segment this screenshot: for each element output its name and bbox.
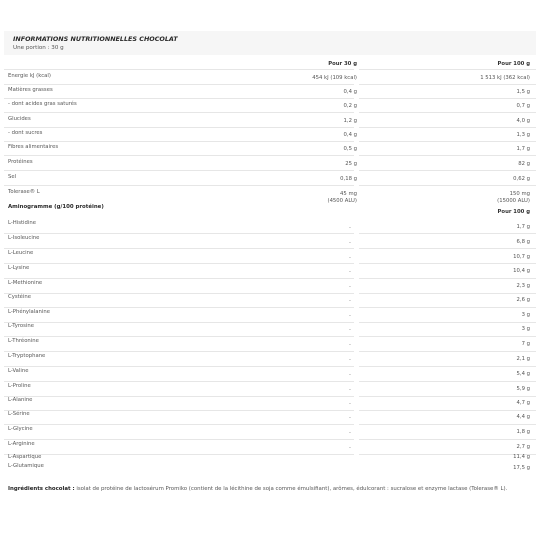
amino-row-label: L-Methionine [8,280,43,286]
amino-row-label: L-Histidine [8,220,36,226]
divider [359,98,536,99]
divider [359,307,536,308]
divider [359,69,536,70]
value-30g: 0,2 g [343,103,357,109]
nutrition-row-label: - dont sucres [8,130,43,136]
nutrition-row-value-30g [344,118,357,125]
divider [4,233,354,234]
divider [4,84,354,85]
portion-label: Une portion : 30 g [13,45,64,51]
value-30g: 45 mg [340,191,357,197]
value-30g: 454 kJ (109 kcal) [312,75,357,81]
divider [4,410,354,411]
divider [4,439,354,440]
nutrition-row-value-100g [517,146,530,153]
nutrition-row-label: Sel [8,174,17,180]
amino-row-value: 3 g [521,326,530,332]
divider [359,454,536,455]
value-30g: 0,18 g [340,176,357,182]
divider [4,112,354,113]
amino-row-label: L-Sérine [8,411,30,417]
amino-row-value: 2,3 g [516,283,530,289]
nutrition-row-value-100g [497,191,530,205]
nutrition-row-value-30g [328,191,358,205]
divider [359,112,536,113]
amino-row-value: 10,4 g [513,268,530,274]
divider [359,322,536,323]
divider [4,185,354,186]
divider [359,410,536,411]
nutrition-row-label: Protéines [8,159,33,165]
amino-row-label: L-Isoleucine [8,235,40,241]
ingredients-label: Ingrédients chocolat : [8,486,75,492]
divider [359,233,536,234]
col-header-30g: Pour 30 g [328,61,357,67]
nutrition-row-value-100g [517,103,530,110]
amino-row-dash: - [349,225,351,231]
divider [359,127,536,128]
value-30g: 25 g [345,161,357,167]
divider [4,396,354,397]
value-100g: 4,0 g [516,118,530,124]
divider [4,351,354,352]
divider [4,307,354,308]
amino-col-header: Pour 100 g [497,209,530,215]
value-100g: 1,5 g [516,89,530,95]
amino-row-value: 5,4 g [516,371,530,377]
ingredients-text [8,485,528,493]
divider [359,141,536,142]
amino-row-value: 2,7 g [516,444,530,450]
divider [4,293,354,294]
amino-row-dash: - [349,327,351,333]
amino-row-dash: - [349,357,351,363]
divider [4,381,354,382]
divider [359,424,536,425]
page-title: INFORMATIONS NUTRITIONNELLES CHOCOLAT [13,35,178,43]
divider [359,263,536,264]
amino-row-dash: - [349,387,351,393]
amino-row-value: 17,5 g [513,465,530,471]
amino-row-dash: - [349,313,351,319]
amino-row-value: 1,8 g [516,429,530,435]
divider [4,155,354,156]
divider [4,98,354,99]
amino-row-value: 7 g [521,341,530,347]
nutrition-row-label: Matières grasses [8,87,53,93]
divider [359,366,536,367]
value-100g: 0,7 g [516,103,530,109]
amino-row-value: 2,6 g [516,297,530,303]
amino-row-dash: - [349,415,351,421]
nutrition-row-label: Fibres alimentaires [8,144,59,150]
divider [359,351,536,352]
amino-row-label: L-Glutamique [8,463,44,469]
amino-row-label: L-Aspartique [8,454,42,460]
nutrition-row-value-100g [518,161,530,168]
divider [359,170,536,171]
nutrition-row-label: - dont acides gras saturés [8,101,77,107]
amino-row-dash: - [349,269,351,275]
nutrition-row-value-30g [344,146,357,153]
amino-row-label: L-Tyrosine [8,323,34,329]
amino-row-label: L-Thréonine [8,338,39,344]
divider [359,336,536,337]
amino-row-value: 4,4 g [516,414,530,420]
divider [4,336,354,337]
nutrition-row-label: Glucides [8,116,31,122]
ingredients-body: isolat de protéine de lactosérum Promiko (contient de la lécithine de soja comme émulsifiant), arômes, édulcorant : sucralose et enzyme lactase (Tolerase® L). [76,486,508,492]
value-30g: 1,2 g [343,118,357,124]
divider [359,155,536,156]
divider [4,366,354,367]
amino-row-value: 3 g [521,312,530,318]
nutrition-row-value-30g [312,75,357,82]
value-30g: 0,4 g [343,132,357,138]
amino-row-dash: - [349,430,351,436]
col-header-100g: Pour 100 g [497,61,530,67]
divider [4,424,354,425]
amino-row-label: Cystéine [8,294,32,300]
value-100g: 1 513 kJ (362 kcal) [480,75,530,81]
amino-row-dash: - [349,298,351,304]
amino-row-dash: - [349,372,351,378]
value-100g: 0,62 g [513,176,530,182]
nutrition-row-value-100g [517,132,530,139]
divider [4,127,354,128]
divider [4,141,354,142]
amino-row-value: 5,9 g [516,386,530,392]
value-30g: 0,4 g [343,89,357,95]
nutrition-row-value-30g [345,161,357,168]
nutrition-row-value-100g [517,118,530,125]
divider [359,248,536,249]
nutrition-row-value-100g [480,75,530,82]
value-30g-alu: (4500 ALU) [327,198,357,204]
amino-row-label: L-Glycine [8,426,33,432]
divider [4,322,354,323]
nutrition-row-label: Tolerase® L [8,189,40,195]
nutrition-row-label: Energie kJ (kcal) [8,73,51,79]
nutrition-row-value-30g [344,132,357,139]
divider [359,278,536,279]
nutrition-row-value-100g [517,89,530,96]
amino-row-value: 2,1 g [516,356,530,362]
amino-row-label: L-Lysine [8,265,30,271]
value-100g: 1,7 g [516,146,530,152]
amino-row-dash: - [349,445,351,451]
amino-title: Aminogramme (g/100 protéine) [8,204,104,210]
value-100g-alu: (15000 ALU) [497,198,530,204]
divider [359,439,536,440]
amino-row-label: L-Valine [8,368,29,374]
amino-row-dash: - [349,401,351,407]
amino-row-dash: - [349,255,351,261]
value-30g: 0,5 g [343,146,357,152]
divider [359,396,536,397]
divider [359,381,536,382]
divider [359,84,536,85]
nutrition-row-value-30g [344,103,357,110]
divider [4,278,354,279]
divider [4,170,354,171]
value-100g: 82 g [518,161,530,167]
amino-row-label: L-Proline [8,383,31,389]
divider [359,185,536,186]
divider [4,454,354,455]
amino-row-label: L-Leucine [8,250,34,256]
divider [4,263,354,264]
divider [4,248,354,249]
amino-row-label: L-Tryptophane [8,353,46,359]
amino-row-label: L-Arginine [8,441,35,447]
amino-row-label: L-Phénylalanine [8,309,50,315]
divider [359,293,536,294]
amino-row-value: 4,7 g [516,400,530,406]
divider [4,69,354,70]
amino-row-label: L-Alanine [8,397,33,403]
nutrition-row-value-100g [513,176,530,183]
value-100g: 1,3 g [516,132,530,138]
amino-row-value: 6,8 g [516,239,530,245]
amino-row-dash: - [349,342,351,348]
nutrition-row-value-30g [344,89,357,96]
amino-row-value: 1,7 g [516,224,530,230]
amino-row-dash: - [349,284,351,290]
amino-row-value: 10,7 g [513,254,530,260]
value-100g: 150 mg [509,191,530,197]
amino-row-dash: - [349,240,351,246]
nutrition-row-value-30g [340,176,357,183]
amino-row-value: 11,4 g [513,454,530,460]
